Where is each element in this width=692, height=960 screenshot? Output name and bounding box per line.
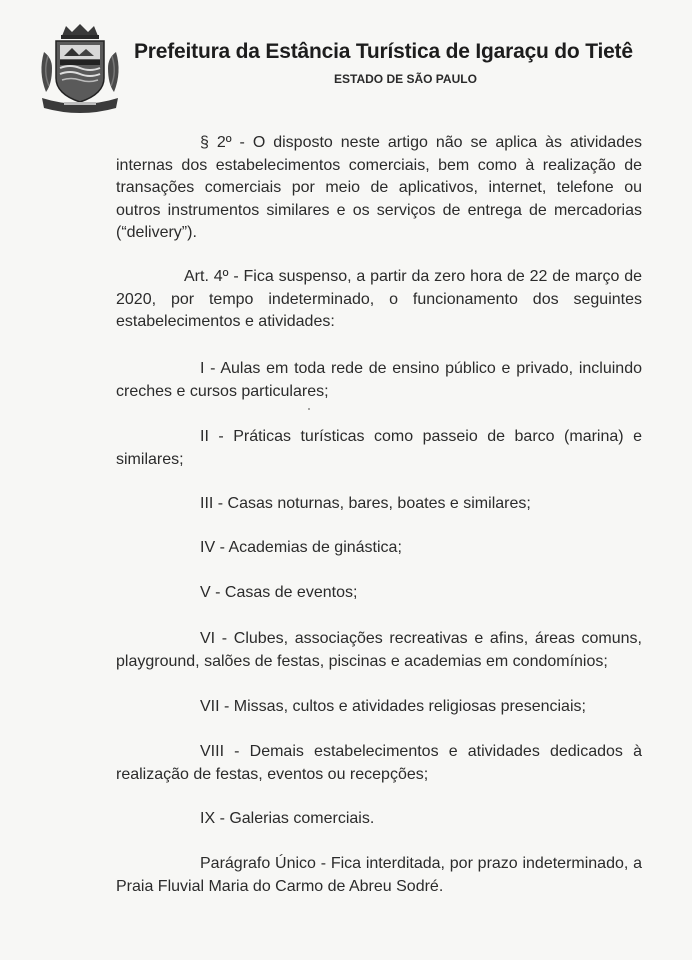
header-subtitle: ESTADO DE SÃO PAULO (334, 72, 477, 86)
coat-of-arms-icon (34, 22, 126, 114)
list-item-6: VI - Clubes, associações recreativas e afins, áreas comuns, playground, salões de festas, piscinas e academias em condomínios; (116, 630, 642, 670)
scan-speck (308, 408, 310, 410)
article-4: Art. 4º - Fica suspenso, a partir da zero hora de 22 de março de 2020, por tempo indeterminado, o funcionamento dos seguintes estabelecimentos e atividades: (116, 268, 642, 330)
list-item-2: II - Práticas turísticas como passeio de barco (marina) e similares; (116, 428, 642, 468)
list-item-5: V - Casas de eventos; (200, 584, 358, 601)
list-item-4: IV - Academias de ginástica; (200, 539, 402, 556)
list-item-3: III - Casas noturnas, bares, boates e similares; (200, 495, 531, 512)
list-item-1: I - Aulas em toda rede de ensino público e privado, incluindo creches e cursos particulares; (116, 360, 642, 400)
sole-paragraph: Parágrafo Único - Fica interditada, por prazo indeterminado, a Praia Fluvial Maria do Carmo de Abreu Sodré. (116, 855, 642, 895)
paragraph-2: § 2º - O disposto neste artigo não se aplica às atividades internas dos estabelecimentos comerciais, bem como à realização de transações comerciais por meio de aplicativos, internet, telefone ou outros instrumentos similares e os serviços de entrega de mercadorias (“delivery”). (116, 134, 642, 241)
header-title: Prefeitura da Estância Turística de Igaraçu do Tietê (134, 40, 633, 63)
list-item-7: VII - Missas, cultos e atividades religiosas presenciais; (200, 698, 586, 715)
list-item-8: VIII - Demais estabelecimentos e atividades dedicados à realização de festas, eventos ou recepções; (116, 743, 642, 783)
list-item-9: IX - Galerias comerciais. (200, 810, 375, 827)
